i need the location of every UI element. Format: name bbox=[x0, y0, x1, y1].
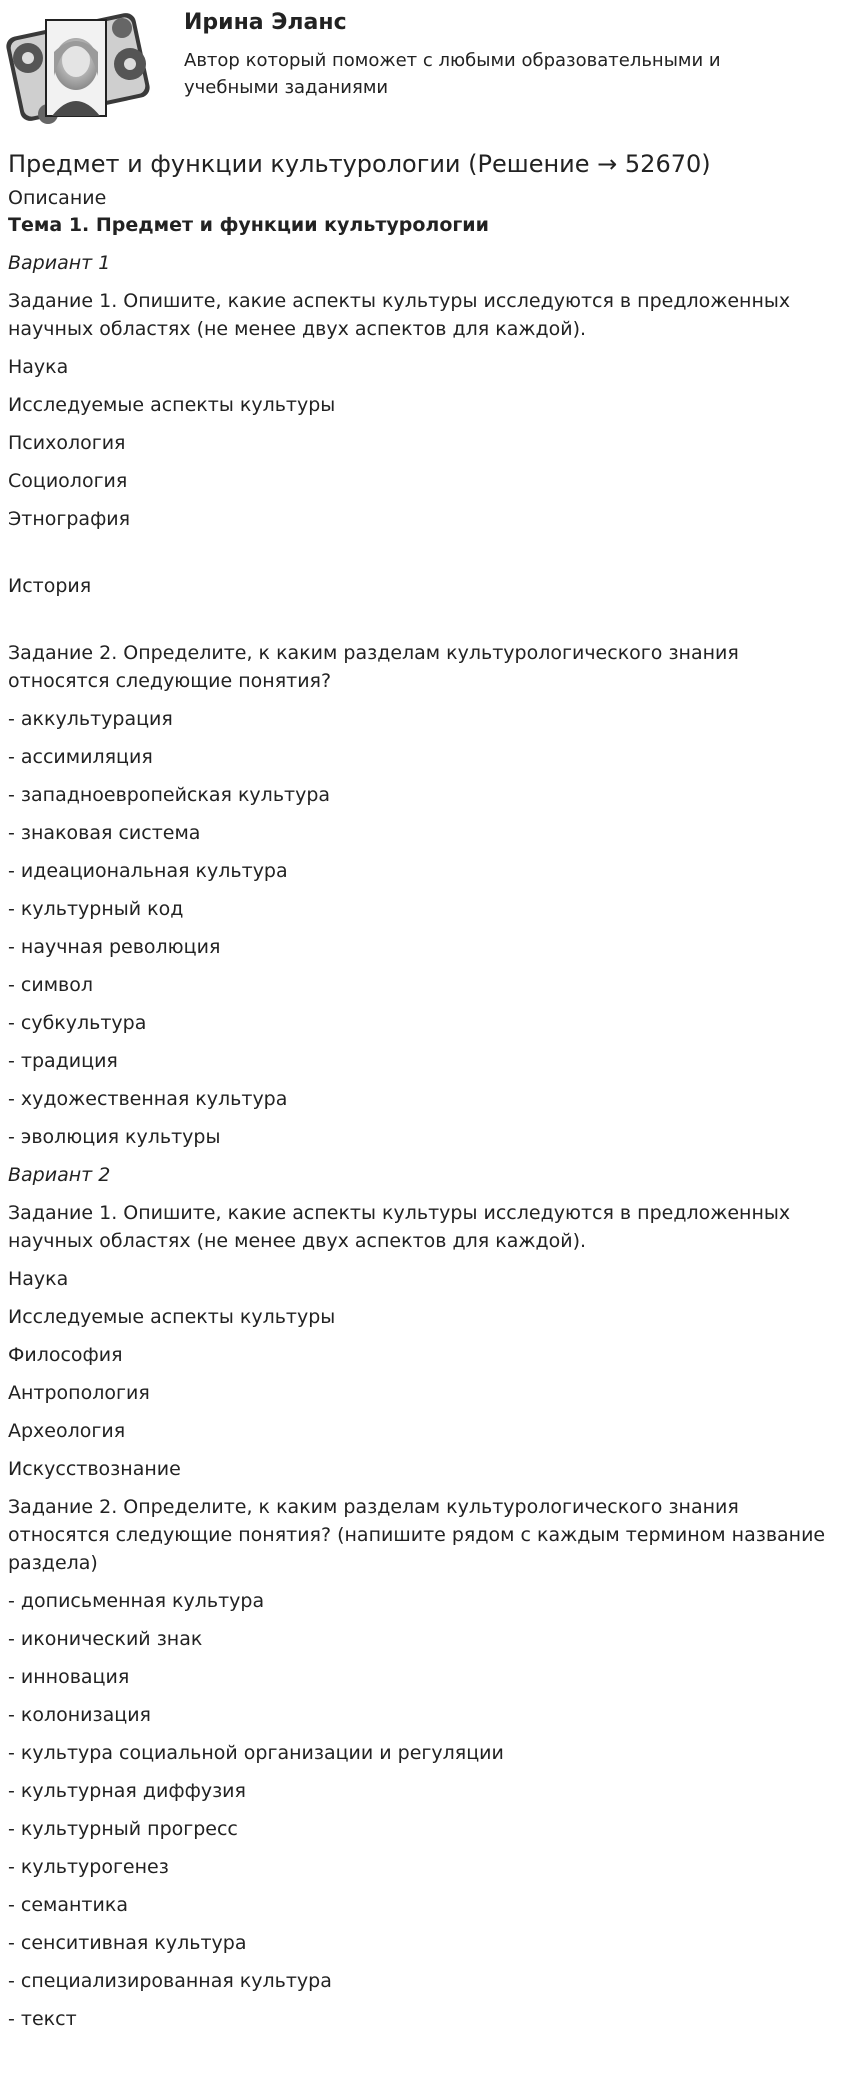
page-title: Предмет и функции культурологии (Решение → 52670) bbox=[8, 150, 711, 178]
science-item: Антропология bbox=[8, 1382, 150, 1404]
term-item: - культура социальной организации и регуляции bbox=[8, 1742, 504, 1764]
topic-heading: Тема 1. Предмет и функции культурологии bbox=[8, 214, 489, 236]
science-item: Психология bbox=[8, 432, 126, 454]
task-text: Задание 2. Определите, к каким разделам культурологического знания относятся следующие понятия? (напишите рядом с каждым термином название раздела) bbox=[8, 1496, 826, 1574]
term-item: - эволюция культуры bbox=[8, 1126, 221, 1148]
table-header-science: Наука bbox=[8, 356, 69, 378]
term-item: - знаковая система bbox=[8, 822, 201, 844]
term-item: - инновация bbox=[8, 1666, 130, 1688]
term-item: - культурогенез bbox=[8, 1856, 169, 1878]
science-item: Философия bbox=[8, 1344, 123, 1366]
term-item: - иконический знак bbox=[8, 1628, 203, 1650]
science-item: История bbox=[8, 575, 92, 597]
science-item: Искусствознание bbox=[8, 1458, 181, 1480]
science-item: Этнография bbox=[8, 508, 131, 530]
task-text: Задание 1. Опишите, какие аспекты культуры исследуются в предложенных научных областях (не менее двух аспектов для каждой). bbox=[8, 290, 791, 340]
term-item: - культурный код bbox=[8, 898, 184, 920]
term-item: - символ bbox=[8, 974, 93, 996]
spacer bbox=[8, 533, 839, 562]
table-header-aspects: Исследуемые аспекты культуры bbox=[8, 394, 336, 416]
term-item: - ассимиляция bbox=[8, 746, 153, 768]
term-item: - научная революция bbox=[8, 936, 221, 958]
author-card bbox=[0, 0, 847, 135]
table-header-aspects: Исследуемые аспекты культуры bbox=[8, 1306, 336, 1328]
description-label: Описание bbox=[8, 187, 107, 209]
author-avatar[interactable] bbox=[6, 6, 151, 128]
term-item: - художественная культура bbox=[8, 1088, 288, 1110]
term-item: - дописьменная культура bbox=[8, 1590, 265, 1612]
document-body bbox=[0, 149, 847, 2033]
term-item: - текст bbox=[8, 2008, 77, 2030]
variant-label: Вариант 2 bbox=[8, 1164, 111, 1186]
term-item: - колонизация bbox=[8, 1704, 151, 1726]
term-item: - сенситивная культура bbox=[8, 1932, 247, 1954]
term-item: - культурный прогресс bbox=[8, 1818, 238, 1840]
term-item: - аккультурация bbox=[8, 708, 173, 730]
task-text: Задание 2. Определите, к каким разделам культурологического знания относятся следующие понятия? bbox=[8, 642, 739, 692]
term-item: - западноевропейская культура bbox=[8, 784, 331, 806]
term-item: - специализированная культура bbox=[8, 1970, 332, 1992]
term-item: - субкультура bbox=[8, 1012, 147, 1034]
term-item: - культурная диффузия bbox=[8, 1780, 246, 1802]
table-header-science: Наука bbox=[8, 1268, 69, 1290]
task-text: Задание 1. Опишите, какие аспекты культуры исследуются в предложенных научных областях (не менее двух аспектов для каждой). bbox=[8, 1202, 791, 1252]
term-item: - традиция bbox=[8, 1050, 118, 1072]
film-reel-avatar-icon bbox=[6, 6, 151, 128]
term-item: - семантика bbox=[8, 1894, 128, 1916]
author-description: Автор который поможет с любыми образовательными и учебными заданиями bbox=[184, 50, 721, 98]
variant-label: Вариант 1 bbox=[8, 252, 111, 274]
author-name[interactable]: Ирина Эланс bbox=[184, 10, 347, 35]
science-item: Археология bbox=[8, 1420, 126, 1442]
science-item: Социология bbox=[8, 470, 128, 492]
term-item: - идеациональная культура bbox=[8, 860, 288, 882]
spacer bbox=[8, 600, 839, 629]
